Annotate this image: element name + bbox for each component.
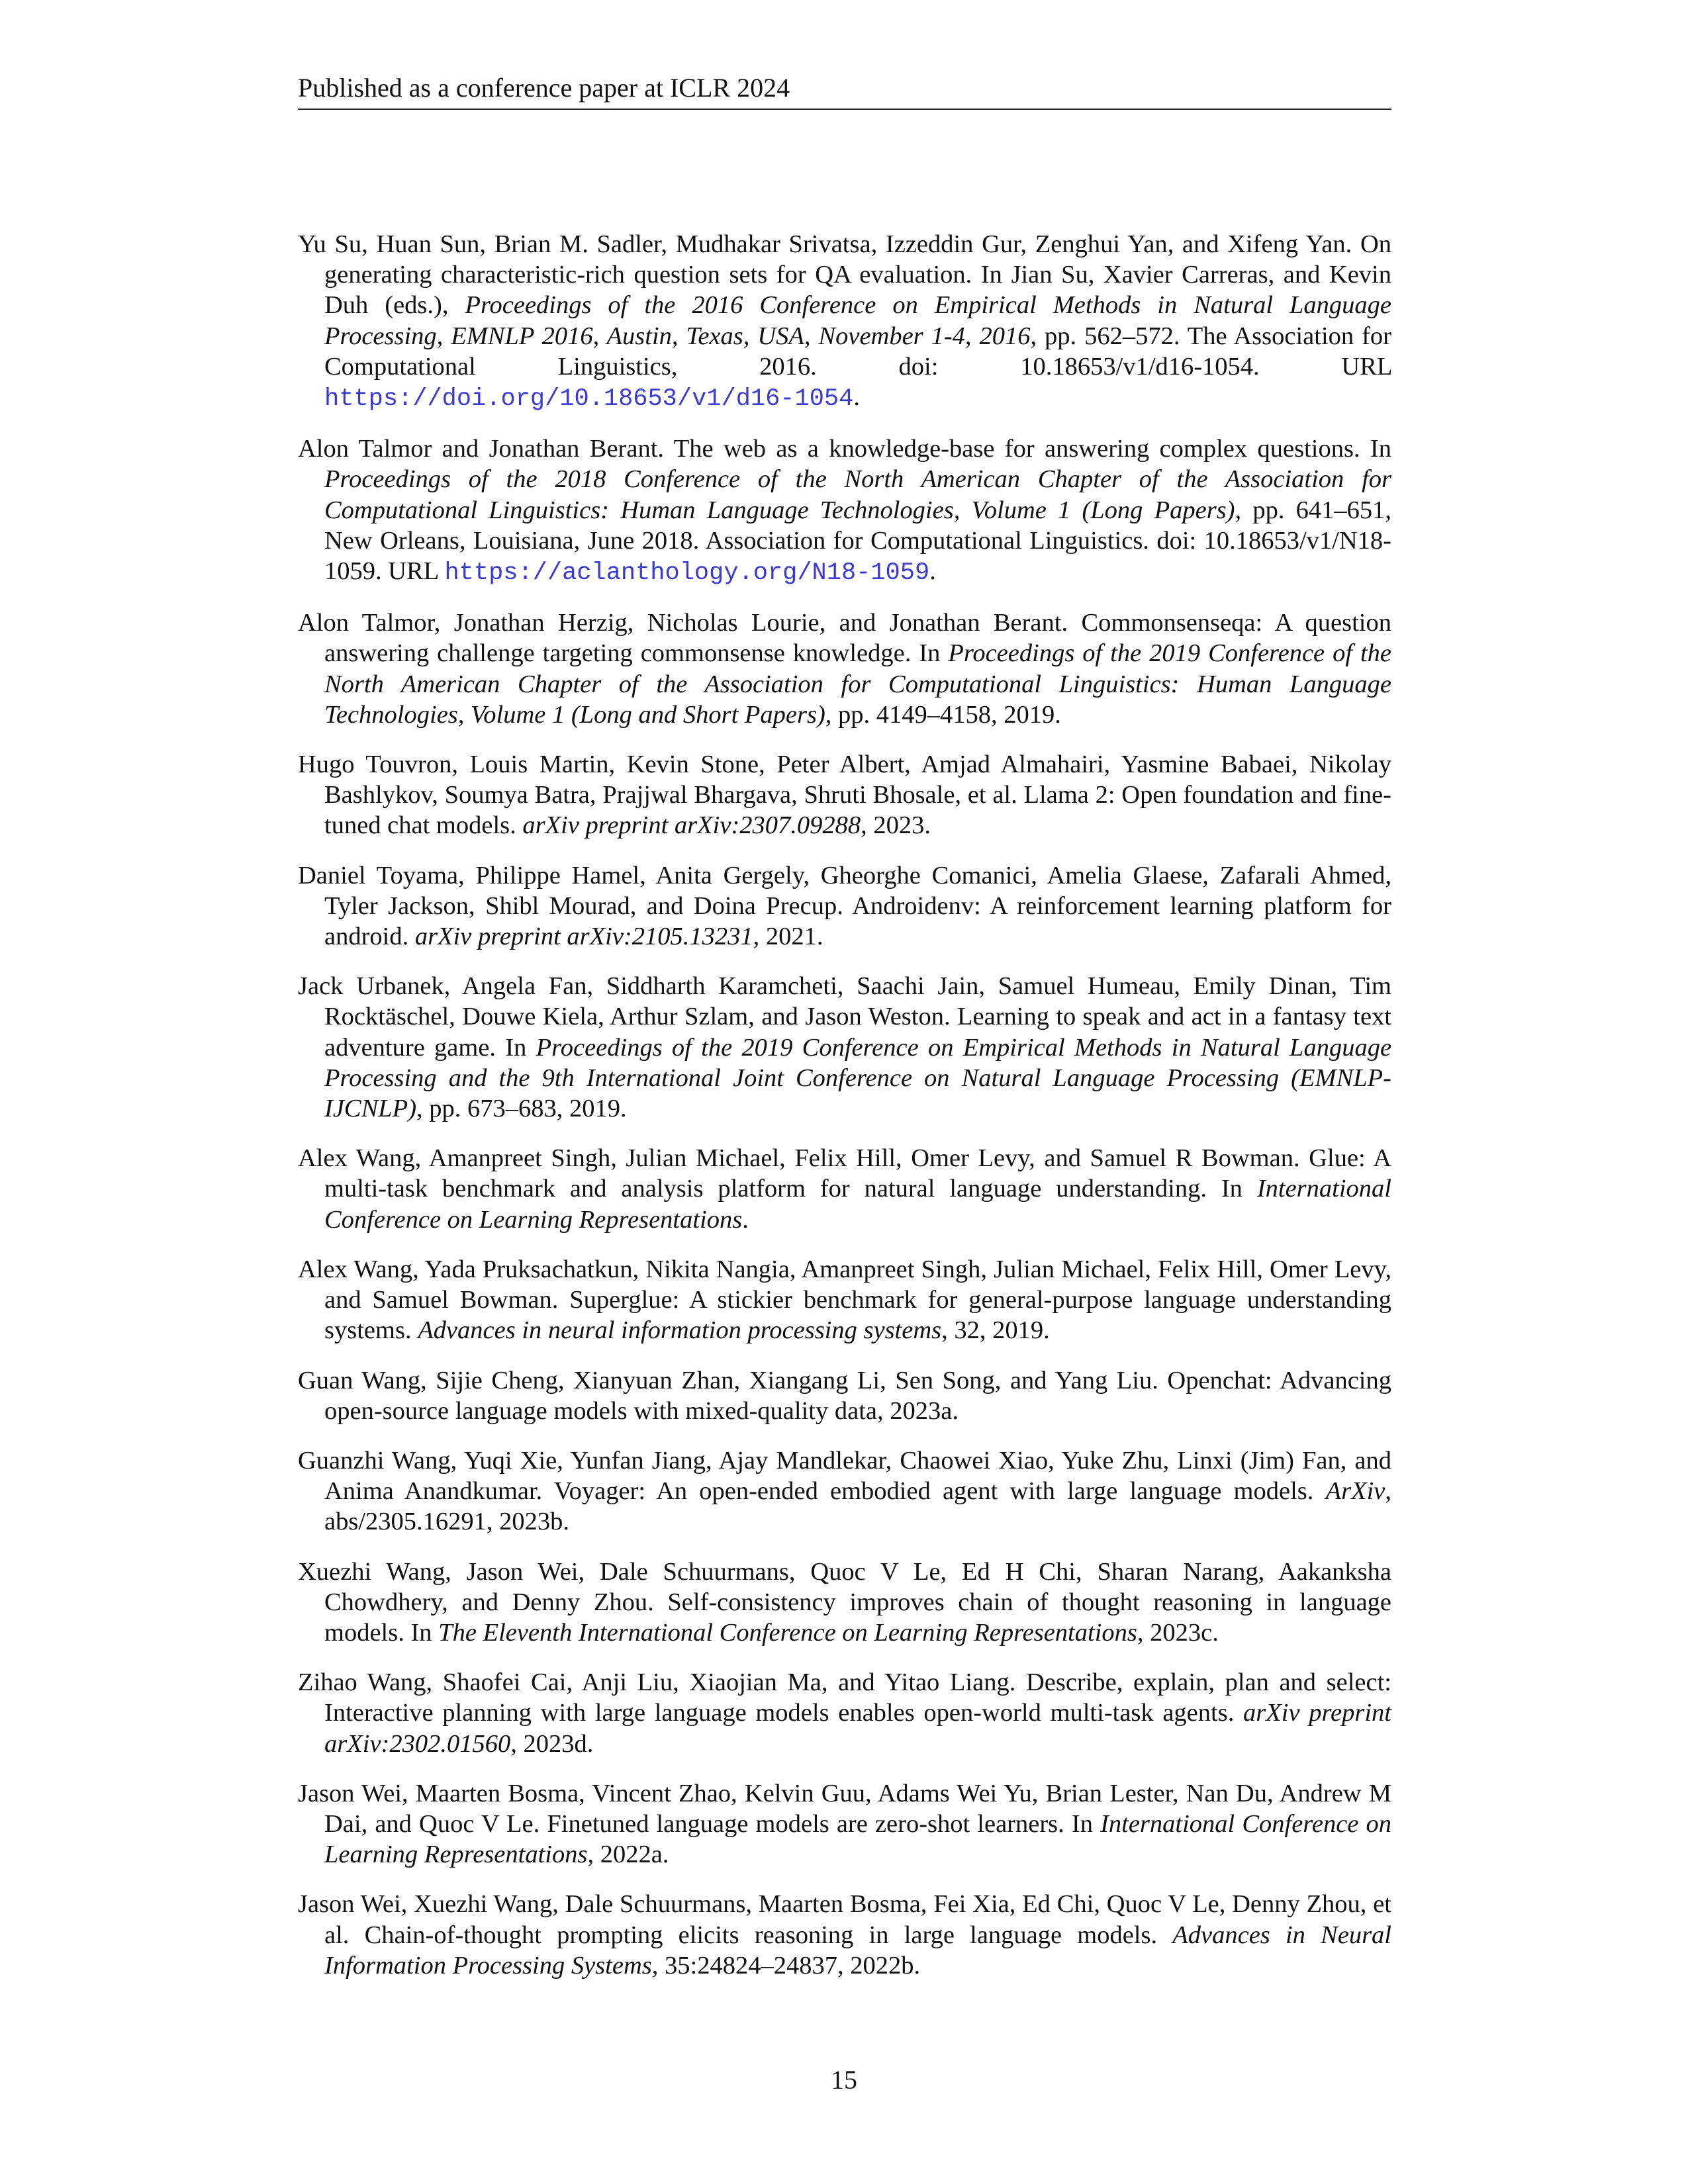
ref-venue: Proceedings of the 2019 Conference of the North American Chapter of the Association for Computational Linguistics: Human Language Technologies, Volume 1 (Long and Short Papers) (324, 639, 1392, 729)
ref-title: Superglue: A stickier benchmark for general-purpose language understanding systems. (324, 1286, 1392, 1345)
page-number: 15 (831, 2065, 857, 2095)
ref-title: Self-consistency improves chain of thought reasoning in language models. (324, 1588, 1391, 1647)
ref-lead: In (505, 1033, 527, 1062)
reference-item (298, 1143, 1391, 1235)
ref-details: , 2023d. (510, 1729, 594, 1758)
ref-details: , 2022a. (587, 1841, 669, 1869)
ref-venue: International Conference on Learning Representations (324, 1809, 1391, 1869)
ref-details: , abs/2305.16291, 2023b. (324, 1477, 1391, 1536)
reference-item: Alon Talmor and Jonathan Berant. The web as a knowledge-base for answering complex questions. In Proceedings of the 2018 Conference of the North American Chapter of the Association for Computational Linguistics: Human Language Technologies, Volume 1 (Long Papers), pp. 641–651, New Orleans, Louisiana, June 2018. Association for Computational Linguistics. doi: 10.18653/v1/N18-1059. URL https://aclanthology.org/N18-1059. (298, 435, 1392, 588)
ref-authors: Guanzhi Wang, Yuqi Xie, Yunfan Jiang, Ajay Mandlekar, Chaowei Xiao, Yuke Zhu, Linxi (Jim) Fan, and Anima Anandkumar. (298, 1446, 1391, 1506)
ref-authors: Alex Wang, Amanpreet Singh, Julian Michael, Felix Hill, Omer Levy, and Samuel R Bowman. (298, 1144, 1300, 1173)
ref-venue: ArXiv (1325, 1477, 1385, 1506)
ref-title: The web as a knowledge-base for answering complex questions. (673, 435, 1360, 463)
ref-title: On generating characteristic-rich question sets for QA evaluation. (324, 230, 1391, 289)
reference-item (298, 1254, 1391, 1346)
reference-item (298, 1778, 1391, 1870)
reference-item (298, 1667, 1391, 1759)
ref-authors: Daniel Toyama, Philippe Hamel, Anita Gergely, Gheorghe Comanici, Amelia Glaese, Zafarali Ahmed, Tyler Jackson, Shibl Mourad, and Doina Precup. (298, 861, 1391, 920)
ref-authors: Hugo Touvron, Louis Martin, Kevin Stone, Peter Albert, Amjad Almahairi, Yasmine Babaei, Nikolay Bashlykov, Soumya Batra, Prajjwal Bhargava, Shruti Bhosale, et al. (298, 751, 1391, 809)
ref-details: , pp. 641–651, New Orleans, Louisiana, June 2018. Association for Computational Linguistics. doi: 10.18653/v1/N18-1059. URL (324, 496, 1392, 586)
ref-authors: Jason Wei, Maarten Bosma, Vincent Zhao, Kelvin Guu, Adams Wei Yu, Brian Lester, Nan Du, Andrew M Dai, and Quoc V Le. (298, 1779, 1391, 1838)
ref-venue: Proceedings of the 2019 Conference on Empirical Methods in Natural Language Processing and the 9th International Joint Conference on Natural Language Processing (EMNLP-IJCNLP) (324, 1033, 1392, 1123)
ref-venue: Advances in neural information processing systems (418, 1316, 942, 1345)
ref-details: , 32, 2019. (941, 1316, 1050, 1345)
ref-authors: Yu Su, Huan Sun, Brian M. Sadler, Mudhakar Srivatsa, Izzeddin Gur, Zenghui Yan, and Xifeng Yan. (298, 230, 1352, 258)
ref-authors: Guan Wang, Sijie Cheng, Xianyuan Zhan, Xiangang Li, Sen Song, and Yang Liu. (298, 1366, 1158, 1394)
ref-details: , pp. 673–683, 2019. (416, 1095, 627, 1123)
ref-venue: arXiv preprint arXiv:2105.13231 (414, 923, 753, 951)
ref-title: Chain-of-thought prompting elicits reasoning in large language models. (364, 1921, 1158, 1949)
ref-lead: In Jian Su, Xavier Carreras, and Kevin Duh (eds.), (324, 261, 1391, 320)
ref-authors: Alex Wang, Yada Pruksachatkun, Nikita Nangia, Amanpreet Singh, Julian Michael, Felix Hill, Omer Levy, and Samuel Bowman. (298, 1255, 1391, 1314)
ref-venue: Proceedings of the 2018 Conference of the North American Chapter of the Association for Computational Linguistics: Human Language Technologies, Volume 1 (Long Papers) (324, 465, 1391, 524)
reference-item (298, 1557, 1391, 1649)
running-header: Published as a conference paper at ICLR 2024 (298, 71, 1391, 110)
ref-title: Finetuned language models are zero-shot learners. (547, 1809, 1064, 1838)
ref-details: . (742, 1205, 749, 1234)
ref-venue: Proceedings of the 2016 Conference on Empirical Methods in Natural Language Processing, EMNLP 2016, Austin, Texas, USA, November 1-4, 2016 (324, 291, 1391, 350)
ref-venue: arXiv preprint arXiv:2302.01560 (324, 1699, 1391, 1758)
ref-title: Openchat: Advancing open-source language models with mixed-quality data, 2023a. (324, 1366, 1391, 1425)
ref-venue: The Eleventh International Conference on Learning Representations (438, 1618, 1137, 1647)
ref-authors: Zihao Wang, Shaofei Cai, Anji Liu, Xiaojian Ma, and Yitao Liang. (298, 1668, 1016, 1697)
ref-details: , 2021. (753, 923, 823, 951)
ref-details: , 2023c. (1137, 1618, 1219, 1647)
ref-venue: International Conference on Learning Representations (324, 1175, 1391, 1234)
ref-details: , pp. 562–572. The Association for Computational Linguistics, 2016. doi: 10.18653/v1/d16-1054. URL (324, 322, 1391, 381)
ref-title: Describe, explain, plan and select: Interactive planning with large language models enables open-world multi-task agents. (324, 1668, 1391, 1727)
ref-authors: Alon Talmor, Jonathan Herzig, Nicholas Lourie, and Jonathan Berant. (298, 609, 1068, 637)
reference-item (298, 608, 1391, 730)
ref-venue: arXiv preprint arXiv:2307.09288 (522, 811, 861, 840)
reference-list (298, 229, 1391, 2000)
ref-lead: In (410, 1618, 432, 1647)
ref-authors: Jason Wei, Xuezhi Wang, Dale Schuurmans, Maarten Bosma, Fei Xia, Ed Chi, Quoc V Le, Denny Zhou, et al. (298, 1890, 1391, 1949)
ref-details: , pp. 4149–4158, 2019. (825, 700, 1061, 729)
ref-title: Androidenv: A reinforcement learning platform for android. (324, 891, 1391, 951)
ref-title: Glue: A multi-task benchmark and analysis platform for natural language understanding. (324, 1144, 1392, 1203)
ref-authors: Jack Urbanek, Angela Fan, Siddharth Karamcheti, Saachi Jain, Samuel Humeau, Emily Dinan, Tim Rocktäschel, Douwe Kiela, Arthur Szlam, and Jason Weston. (298, 972, 1391, 1031)
ref-authors: Alon Talmor and Jonathan Berant. (298, 435, 665, 463)
ref-url-link[interactable]: https://doi.org/10.18653/v1/d16-1054 (324, 385, 854, 414)
ref-lead: In (1221, 1175, 1243, 1203)
ref-title: Learning to speak and act in a fantasy text adventure game. (324, 1003, 1392, 1062)
reference-item (298, 971, 1391, 1124)
ref-details: , 35:24824–24837, 2022b. (651, 1951, 921, 1979)
ref-lead: In (1370, 435, 1391, 463)
reference-item (298, 1889, 1391, 1981)
reference-item (298, 860, 1391, 952)
reference-item: Yu Su, Huan Sun, Brian M. Sadler, Mudhakar Srivatsa, Izzeddin Gur, Zenghui Yan, and Xifeng Yan. On generating characteristic-rich question sets for QA evaluation. In Jian Su, Xavier Carreras, and Kevin Duh (eds.), Proceedings of the 2016 Conference on Empirical Methods in Natural Language Processing, EMNLP 2016, Austin, Texas, USA, November 1-4, 2016, pp. 562–572. The Association for Computational Linguistics, 2016. doi: 10.18653/v1/d16-1054. URL https://doi.org/10.18653/v1/d16-1054. (298, 230, 1391, 414)
ref-lead: In (919, 639, 941, 668)
reference-item (298, 749, 1391, 841)
ref-venue: Advances in Neural Information Processing Systems (324, 1921, 1391, 1979)
ref-authors: Xuezhi Wang, Jason Wei, Dale Schuurmans, Quoc V Le, Ed H Chi, Sharan Narang, Aakanksha Chowdhery, and Denny Zhou. (298, 1557, 1391, 1616)
ref-lead: In (1071, 1809, 1093, 1838)
ref-url-link[interactable]: https://aclanthology.org/N18-1059 (444, 559, 930, 588)
ref-title: Voyager: An open-ended embodied agent with large language models. (553, 1477, 1314, 1506)
reference-item (298, 1365, 1391, 1426)
ref-details: , 2023. (861, 811, 931, 840)
ref-title: Llama 2: Open foundation and fine-tuned chat models. (324, 781, 1391, 840)
reference-item (298, 1445, 1391, 1537)
ref-title: Commonsenseqa: A question answering challenge targeting commonsense knowledge. (324, 609, 1391, 668)
